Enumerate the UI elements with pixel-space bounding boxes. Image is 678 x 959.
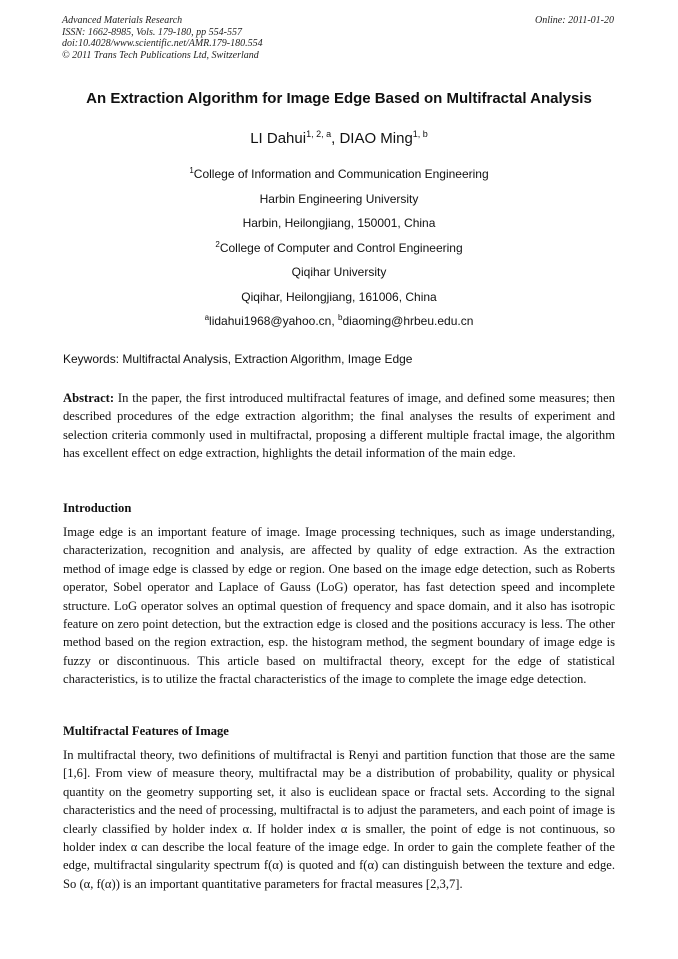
author-name: DIAO Ming — [339, 130, 413, 147]
affiliation-2-line-3: Qiqihar, Heilongjiang, 161006, China — [241, 289, 437, 304]
email-line — [0, 313, 678, 338]
section-paragraph-introduction: Image edge is an important feature of image. Image processing techniques, such as image understanding, characterization, recognition and analysis, are affected by quality of edge extraction. As the extraction method of image edge is classed by edge or region. One based on the image edge detection, such as Roberts operator, Sobel operator and Laplace of Gauss (LoG) operator, has fast detection speed and incomplete structure. LoG operator solves an optimal question of frequency and space domain, and it also has isotropic feature on zero point detection, but the extraction edge is closed and the positions accuracy is less. The other method based on the region extraction, esp. the histogram method, the segment boundary of image edge is fuzzy or discontinuous. This article based on multifractal theory, except for the edge of statistical characteristics, is to utilize the fractal characteristics of the image to complete the image edge detection. — [63, 525, 615, 687]
email-address: diaoming@hrbeu.edu.cn — [342, 314, 474, 328]
affiliation-2-line-1 — [0, 240, 678, 265]
email-sup: b — [338, 313, 343, 322]
email-address: lidahui1968@yahoo.cn — [209, 314, 332, 328]
author-sup: 1, b — [412, 129, 428, 139]
affiliation-1-line-1 — [0, 166, 678, 191]
affiliations — [0, 166, 678, 338]
author-separator: , — [331, 130, 340, 147]
journal-issn: ISSN: 1662-8985, Vols. 179-180, pp 554-557 — [62, 26, 242, 38]
affiliation-sup: 1 — [189, 166, 194, 175]
journal-copyright: © 2011 Trans Tech Publications Ltd, Switzerland — [62, 49, 259, 61]
abstract — [63, 389, 615, 463]
affiliation-1-line-2: Harbin Engineering University — [259, 191, 419, 206]
section-paragraph-multifractal: In multifractal theory, two definitions of multifractal is Renyi and partition function that those are the same [1,6]. From view of measure theory, multifractal may be a distribution of probability, quality or physical quantity on the geometry supporting set, it also is euclidean space or fractal sets. According to the signal characteristics and the need of processing, multifractal is to adjust the parameters, and each point of image is clearly classified by holder index α. If holder index α is smaller, the point of edge is not continuous, so holder index α can describe the local feature of the image edge. In order to gain the complete feather of the edge, multifractal singularity spectrum f(α) is quoted and f(α) can distinguish between the texture and edge. So (α, f(α)) is an important quantitative parameters for fractal measures [2,3,7]. — [63, 748, 615, 891]
affiliation-1-line-3: Harbin, Heilongjiang, 150001, China — [242, 216, 436, 230]
journal-name: Advanced Materials Research — [62, 15, 183, 26]
abstract-label: Abstract: — [63, 391, 115, 405]
author-sup: 1, 2, a — [306, 129, 332, 139]
affiliation-2-line-2: Qiqihar University — [291, 265, 387, 279]
affiliation-text: College of Computer and Control Engineering — [219, 240, 463, 255]
paper-title: An Extraction Algorithm for Image Edge Based on Multifractal Analysis — [86, 90, 592, 107]
journal-info — [62, 15, 263, 61]
online-date: Online: 2011-01-20 — [535, 15, 614, 26]
author-name: LI Dahui — [250, 130, 307, 147]
abstract-text: In the paper, the first introduced multifractal features of image, and defined some measures; then described procedures of the edge extraction algorithm; the final analyses the results of experiment and selection criteria commonly used in multifractal, proposing a different multiple fractal image, the algorithm has excellent effect on edge extraction, highlights the detail information of the main edge. — [63, 391, 615, 461]
affiliation-text: College of Information and Communication Engineering — [193, 167, 489, 181]
section-heading-introduction: Introduction — [63, 501, 132, 515]
author-line — [0, 130, 678, 147]
email-separator: , — [331, 314, 338, 328]
email-sup: a — [204, 313, 210, 322]
section-heading-multifractal: Multifractal Features of Image — [63, 724, 229, 738]
affiliation-sup: 2 — [215, 239, 220, 249]
journal-doi: doi:10.4028/www.scientific.net/AMR.179-180.554 — [62, 38, 263, 49]
keywords: Keywords: Multifractal Analysis, Extraction Algorithm, Image Edge — [63, 352, 413, 366]
